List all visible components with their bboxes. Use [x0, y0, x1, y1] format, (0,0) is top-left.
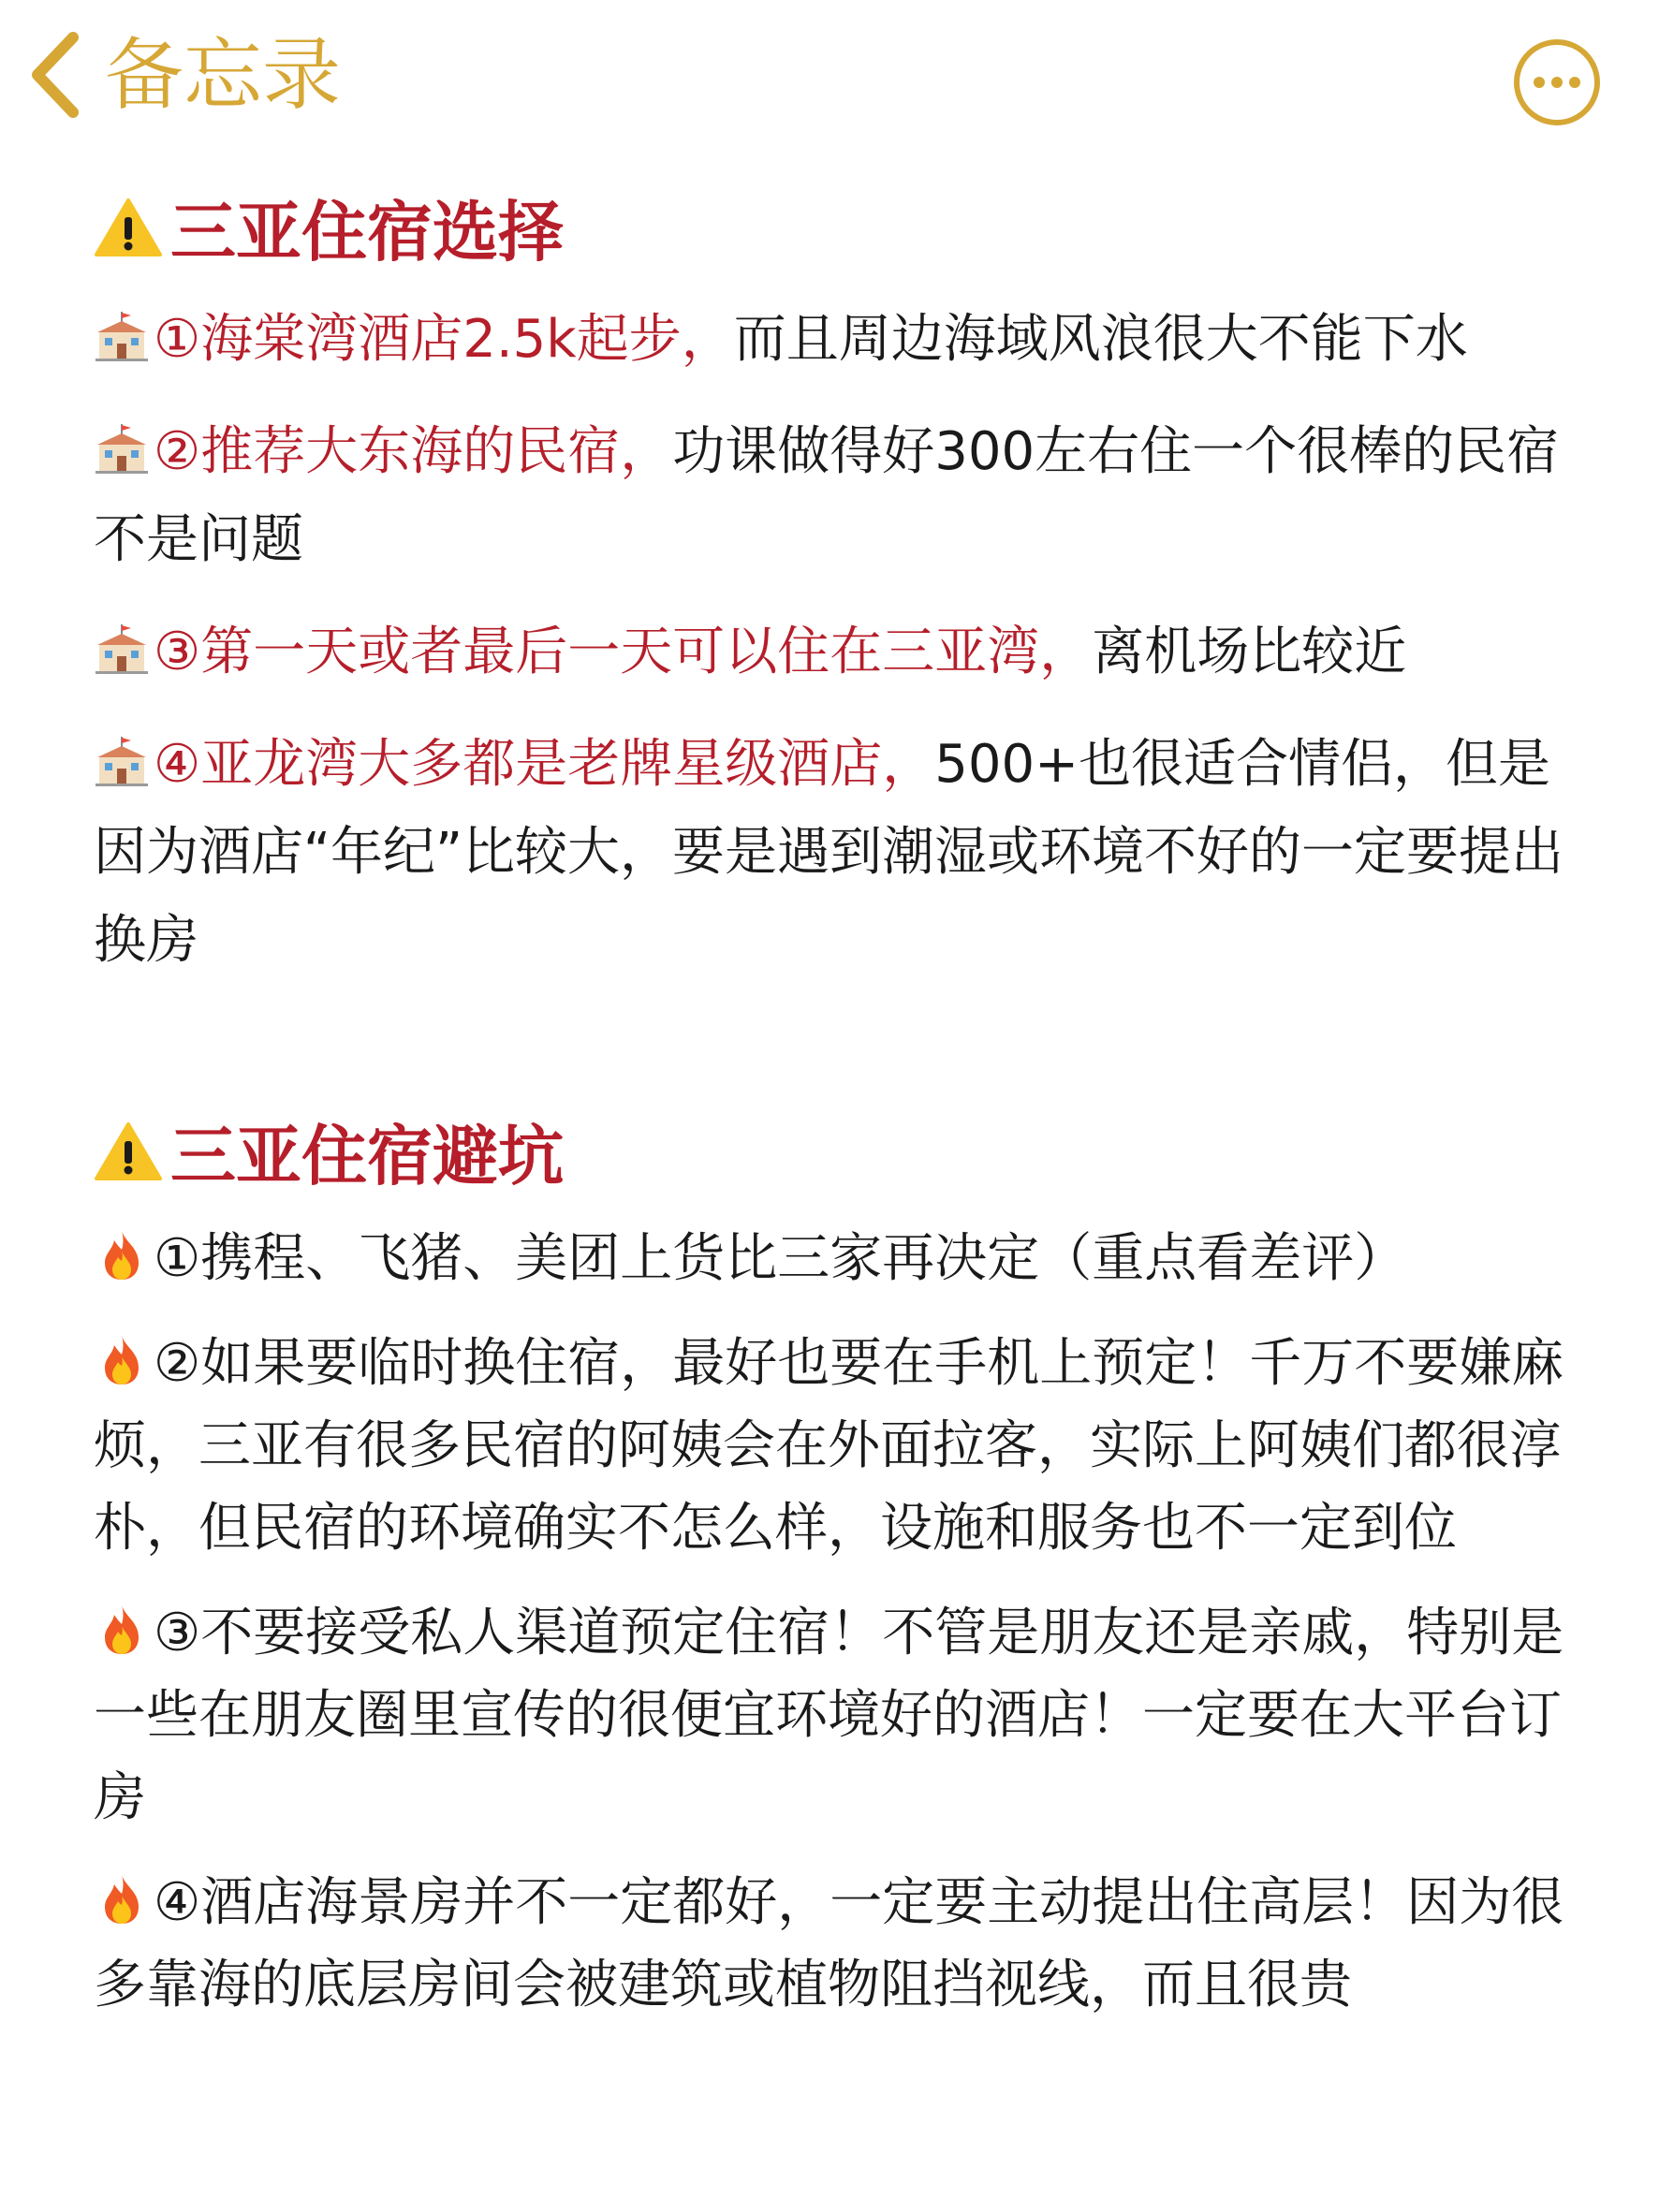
item-highlight: ③第一天或者最后一天可以住在三亚湾，: [154, 622, 1093, 682]
ellipsis-circle-icon: [1512, 37, 1602, 127]
item-highlight: ①海棠湾酒店2.5k起步，: [154, 309, 734, 370]
section-title: 三亚住宿选择: [170, 194, 564, 271]
section-heading-accommodation-pitfalls: [94, 1106, 1592, 1195]
list-item: [94, 721, 1592, 985]
nav-bar: [0, 0, 1659, 168]
item-text: ④酒店海景房并不一定都好，一定要主动提出住高层！因为很多靠海的底层房间会被建筑或植物阻挡视线，而且很贵: [94, 1872, 1564, 2015]
item-text: 500+也很适合情侣，但是因为酒店“年纪”比较大，要是遇到潮湿或环境不好的一定要提出换房: [94, 734, 1564, 971]
chevron-left-icon: [28, 28, 84, 122]
warning-icon: [94, 197, 163, 258]
item-text: ③不要接受私人渠道预定住宿！不管是朋友还是亲戚，特别是一些在朋友圈里宣传的很便宜环境好的酒店！一定要在大平台订房: [94, 1603, 1564, 1828]
list-item: [94, 296, 1592, 384]
fire-icon: [94, 1604, 150, 1656]
school-building-icon: [94, 422, 150, 475]
item-text: 功课做得好300左右住一个很棒的民宿不是问题: [94, 421, 1560, 570]
school-building-icon: [94, 735, 150, 787]
fire-icon: [94, 1873, 150, 1926]
item-highlight: ②推荐大东海的民宿，: [154, 421, 673, 482]
list-item: [94, 1862, 1592, 2027]
list-item: [94, 1218, 1592, 1300]
back-button[interactable]: [28, 28, 341, 122]
list-item: [94, 408, 1592, 584]
item-text: ①携程、飞猪、美团上货比三家再决定（重点看差评）: [154, 1228, 1407, 1289]
item-text: 离机场比较近: [1092, 622, 1407, 682]
section-spacer: [94, 985, 1592, 1106]
list-item: [94, 1323, 1592, 1570]
item-text: ②如果要临时换住宿，最好也要在手机上预定！千万不要嫌麻烦，三亚有很多民宿的阿姨会在外面拉客，实际上阿姨们都很淳朴，但民宿的环境确实不怎么样，设施和服务也不一定到位: [94, 1333, 1564, 1559]
school-building-icon: [94, 623, 150, 675]
more-button[interactable]: [1512, 37, 1602, 127]
fire-icon: [94, 1229, 150, 1282]
school-building-icon: [94, 310, 150, 362]
back-label: 备忘录: [105, 29, 342, 121]
fire-icon: [94, 1334, 150, 1386]
section-title: 三亚住宿避坑: [170, 1118, 564, 1194]
list-item: [94, 1592, 1592, 1839]
note-content: [94, 183, 1592, 2027]
item-text: 而且周边海域风浪很大不能下水: [733, 309, 1468, 370]
section-heading-accommodation-choice: [94, 183, 1592, 271]
item-highlight: ④亚龙湾大多都是老牌星级酒店，: [154, 734, 935, 795]
warning-icon: [94, 1121, 163, 1182]
section-pitfalls: [94, 1106, 1592, 2027]
list-item: [94, 608, 1592, 696]
